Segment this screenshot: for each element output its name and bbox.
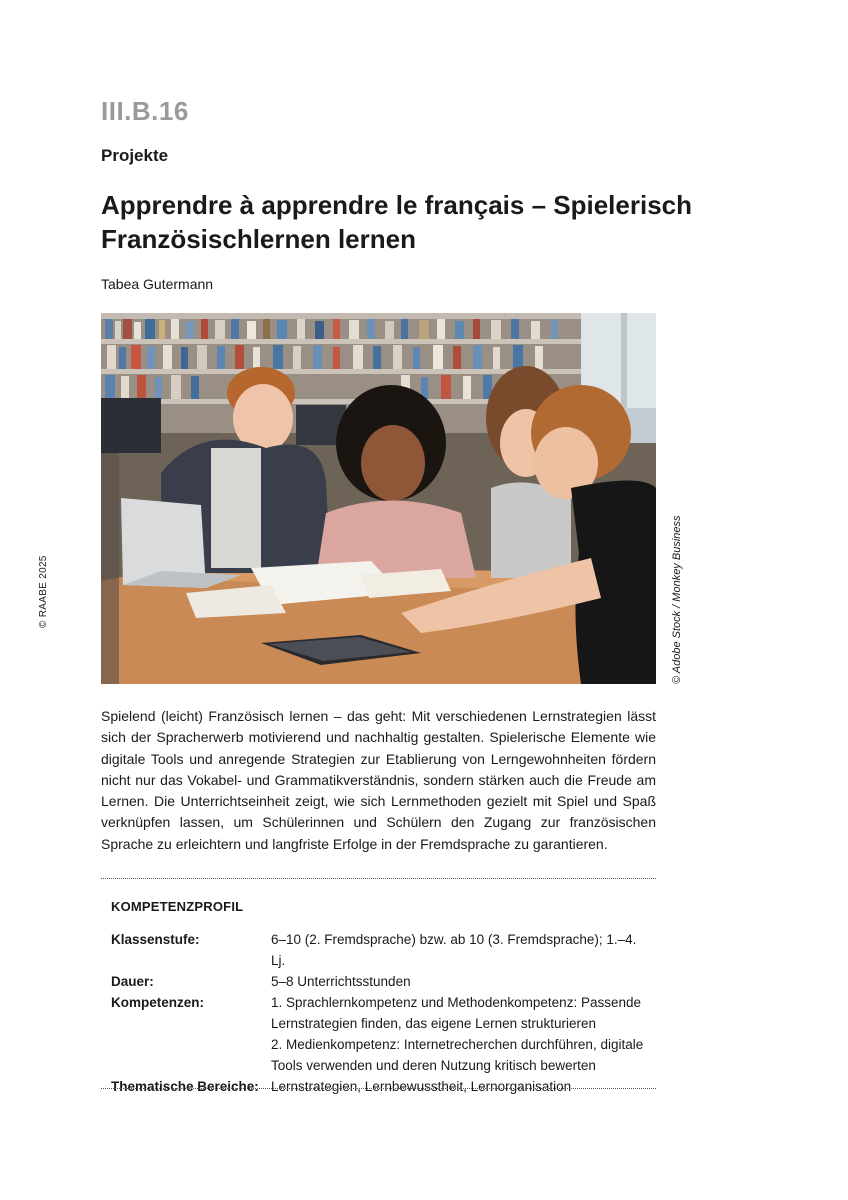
author: Tabea Gutermann <box>101 276 214 292</box>
profile-row-dauer <box>111 971 651 992</box>
cover-photo <box>101 313 656 684</box>
profile-label: Thematische Bereiche: <box>111 1079 259 1094</box>
profile-value-line: 6–10 (2. Fremdsprache) bzw. ab 10 (3. Fremdsprache); 1.–4. Lj. <box>271 932 637 968</box>
profile-value-line: Lernstrategien finden, das eigene Lernen strukturieren <box>271 1016 596 1031</box>
profile-value-line: 1. Sprachlernkompetenz und Methodenkompetenz: Passende <box>271 995 641 1010</box>
profile-value-line: 2. Medienkompetenz: Internetrecherchen durchführen, digitale <box>271 1037 644 1052</box>
profile-value <box>271 1076 651 1097</box>
section-label: Projekte <box>101 146 169 165</box>
divider-bottom <box>101 1088 656 1089</box>
intro-paragraph: Spielend (leicht) Französisch lernen – das geht: Mit verschiedenen Lernstrategien lässt sich der Spracherwerb motivierend und nachhaltig gestalten. Spielerische Elemente wie digitale Tools und anregende Strategien zur Etablierung von Lerngewohnheiten fördern nicht nur das Vokabel- und Grammatikverständnis, sondern stärken auch die Freude am Lernen. Die Unterrichtseinheit zeigt, wie sich Lernmethoden gezielt mit Spiel und Spaß verknüpfen lassen, um Schülerinnen und Schülern den Zugang zur französischen Sprache zu erleichtern und langfriste Erfolge in der Fremdsprache zu garantieren. <box>101 708 656 852</box>
profile-value-line: 5–8 Unterrichtsstunden <box>271 974 411 989</box>
profile-row-kompetenzen <box>111 992 651 1076</box>
competence-profile <box>111 929 651 1097</box>
image-credit: © Adobe Stock / Monkey Business <box>671 515 683 684</box>
profile-label: Kompetenzen: <box>111 995 205 1010</box>
page-title: Apprendre à apprendre le français – Spielerisch Französischlernen lernen <box>101 190 693 254</box>
profile-value-line: Lernstrategien, Lernbewusstheit, Lernorganisation <box>271 1079 572 1094</box>
profile-label: Klassenstufe: <box>111 932 200 947</box>
profile-value <box>271 971 651 992</box>
profile-value-line: Tools verwenden und deren Nutzung kritisch bewerten <box>271 1058 596 1073</box>
profile-value <box>271 929 651 971</box>
profile-label: Dauer: <box>111 974 154 989</box>
page-code: III.B.16 <box>101 96 189 126</box>
profile-row-klassenstufe <box>111 929 651 971</box>
profile-row-bereiche <box>111 1076 651 1097</box>
profile-value <box>271 992 651 1076</box>
side-copyright: © RAABE 2025 <box>38 555 49 628</box>
divider-top <box>101 878 656 879</box>
profile-heading: KOMPETENZPROFIL <box>111 899 244 914</box>
